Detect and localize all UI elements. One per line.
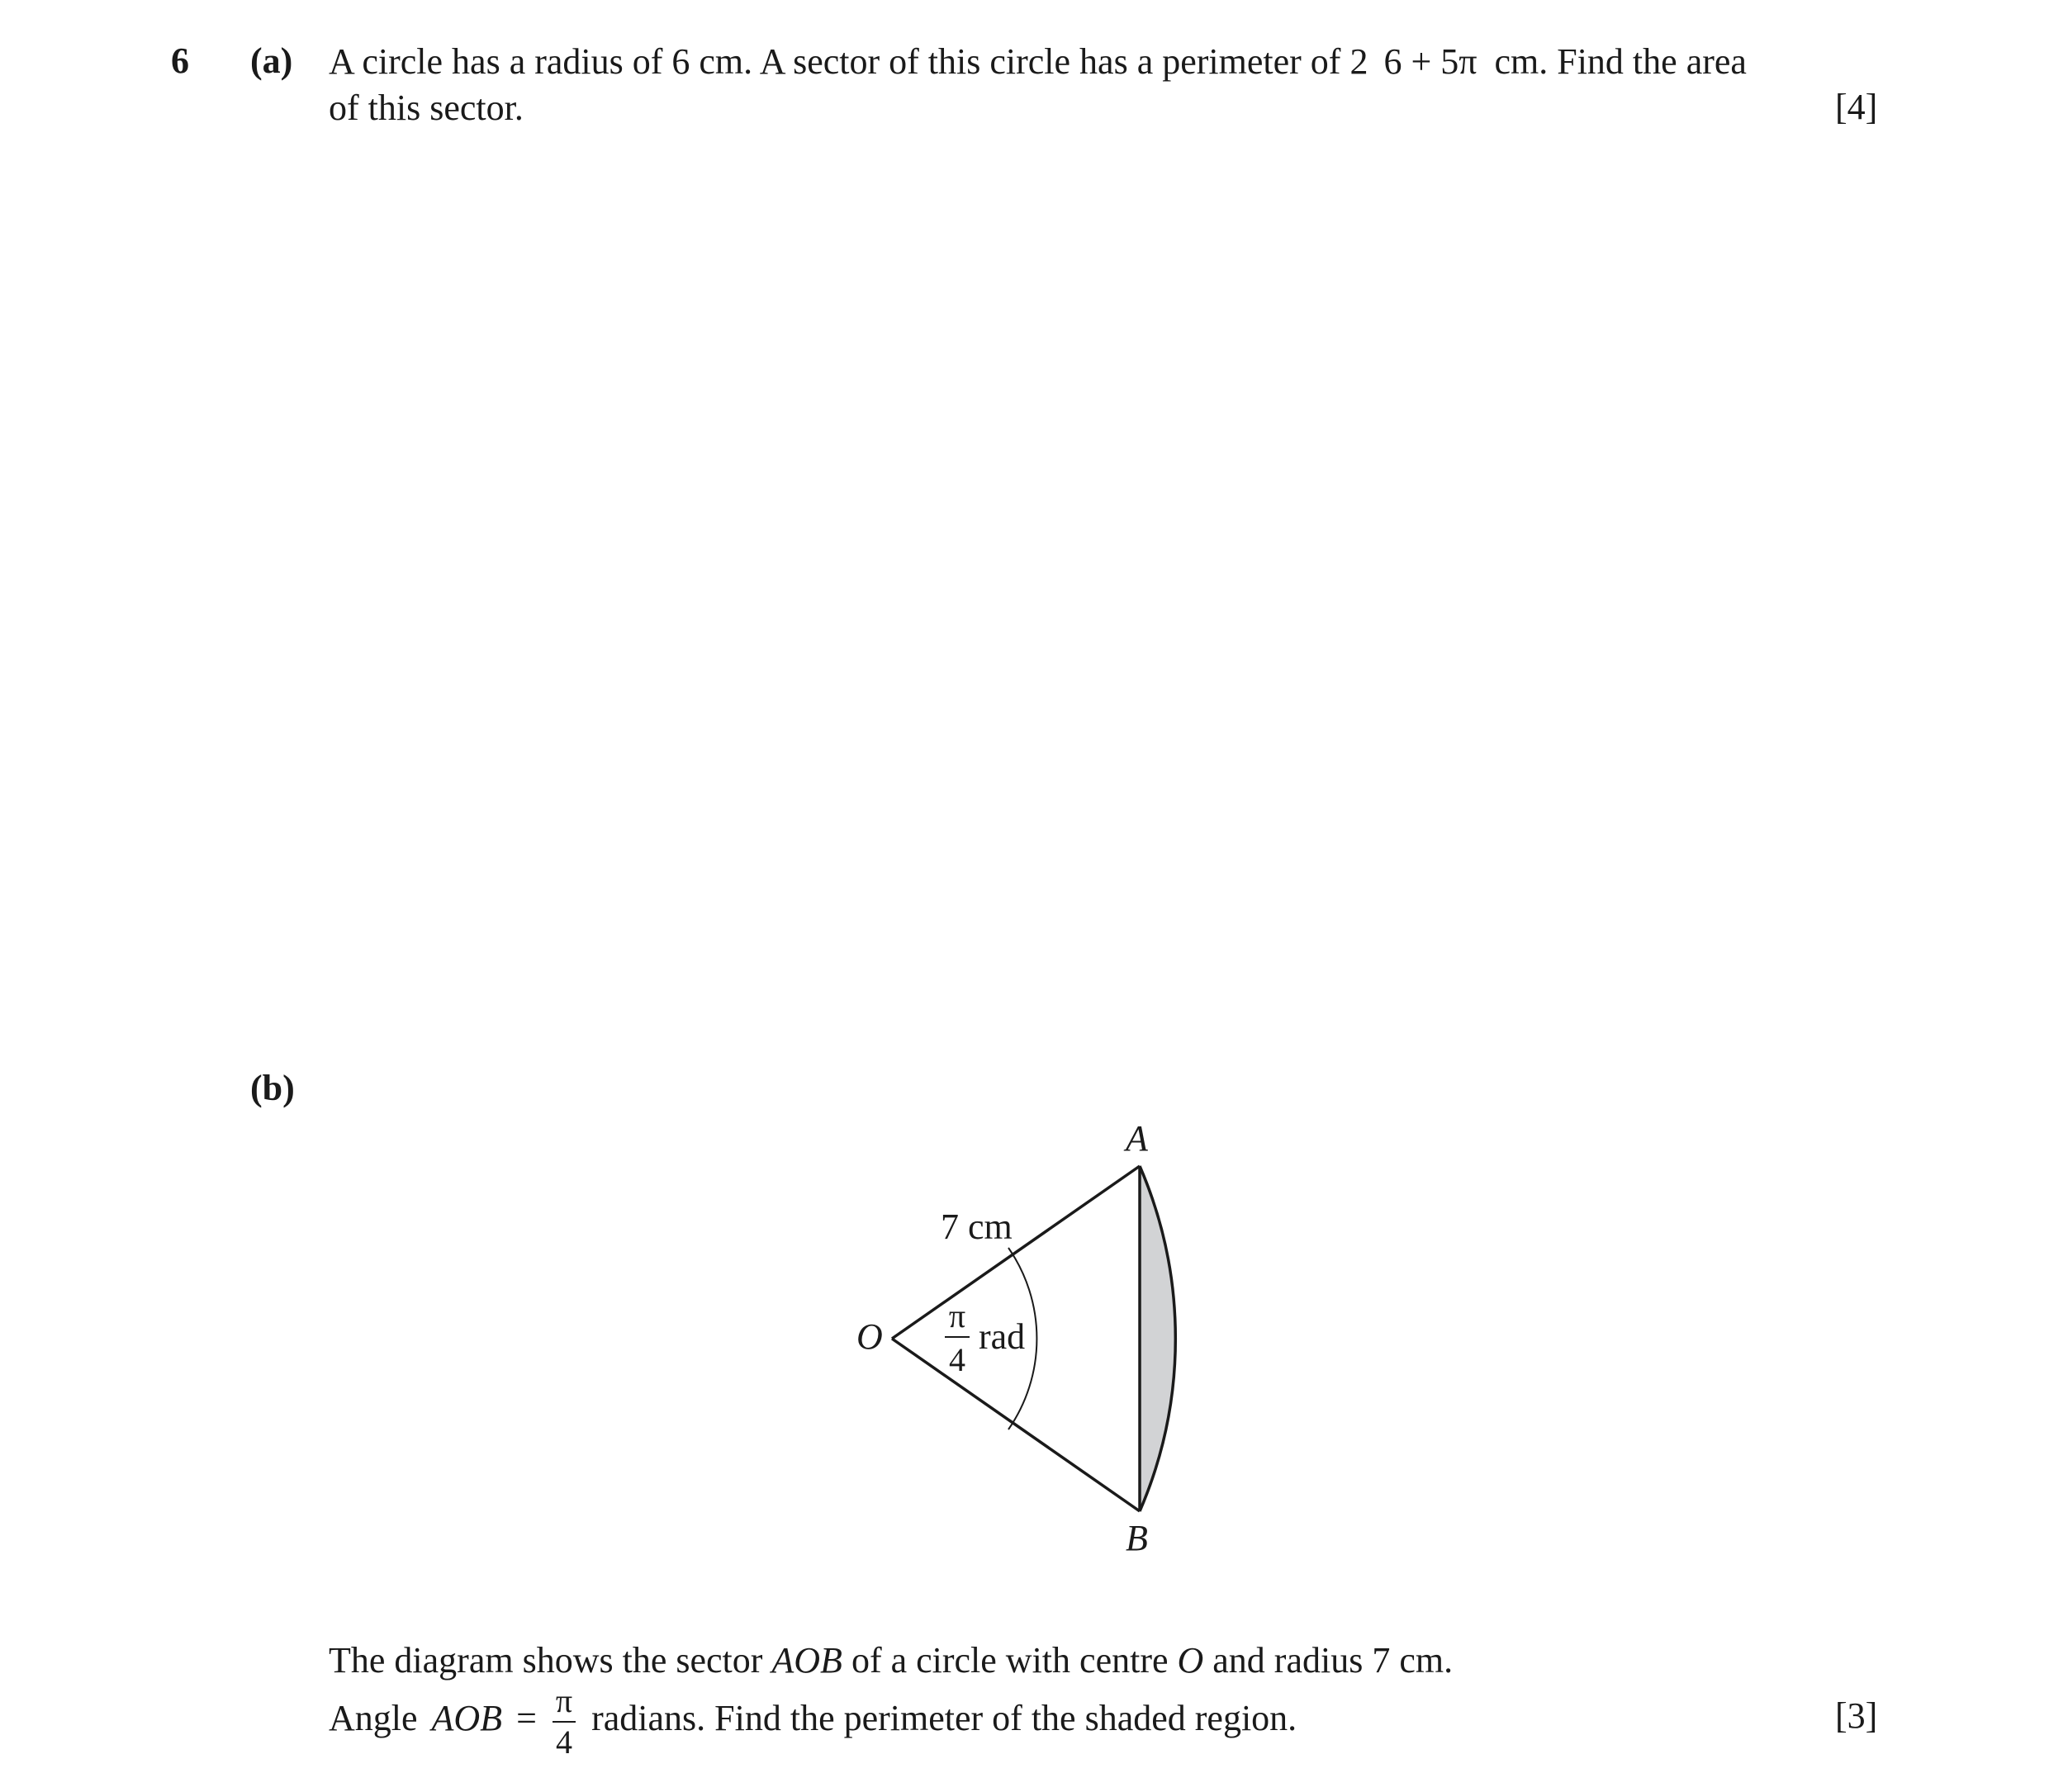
part-a-label: (a) (250, 40, 293, 81)
angle-numerator: π (948, 1297, 966, 1335)
part-b-s2-post: radians. Find the perimeter of the shaded region. (591, 1698, 1297, 1739)
part-b-s1-mid: of a circle with centre (851, 1640, 1169, 1681)
part-b-s2-var: AOB (431, 1698, 503, 1739)
radius-label: 7 cm (941, 1207, 1013, 1247)
angle-denominator: 4 (949, 1341, 965, 1378)
part-b-label: (b) (250, 1068, 295, 1108)
part-b-s1-var1: AOB (771, 1640, 842, 1681)
part-a-line1-text: A circle has a radius of 6 cm. A sector of this circle has a perimeter of 2 (329, 41, 1368, 82)
part-b-sentence1 (329, 1638, 1453, 1683)
part-b-frac-den: 4 (555, 1723, 572, 1761)
radius-ob (892, 1339, 1140, 1511)
question-number: 6 (171, 40, 189, 81)
part-a-line1-end: cm. Find the area (1494, 41, 1747, 82)
part-a-expression: 6 + 5π (1383, 41, 1477, 82)
part-b-s2-pre: Angle (329, 1698, 418, 1739)
part-b-s2-eq: = (516, 1698, 537, 1739)
label-o: O (856, 1316, 883, 1357)
angle-unit: rad (979, 1316, 1026, 1357)
part-b-frac-num: π (553, 1685, 576, 1723)
part-b-s1-pre: The diagram shows the sector (329, 1640, 763, 1681)
part-b-fraction (553, 1682, 576, 1761)
part-b-sentence2 (329, 1682, 1297, 1761)
part-a-marks: [4] (1835, 87, 1878, 127)
part-b-marks: [3] (1835, 1695, 1878, 1736)
part-a-line2: of this sector. (329, 88, 524, 128)
part-b-s1-var2: O (1177, 1640, 1204, 1681)
label-b: B (1126, 1518, 1148, 1558)
radius-oa (892, 1166, 1140, 1339)
part-b-s1-post: and radius 7 cm. (1212, 1640, 1454, 1681)
label-a: A (1126, 1118, 1148, 1159)
